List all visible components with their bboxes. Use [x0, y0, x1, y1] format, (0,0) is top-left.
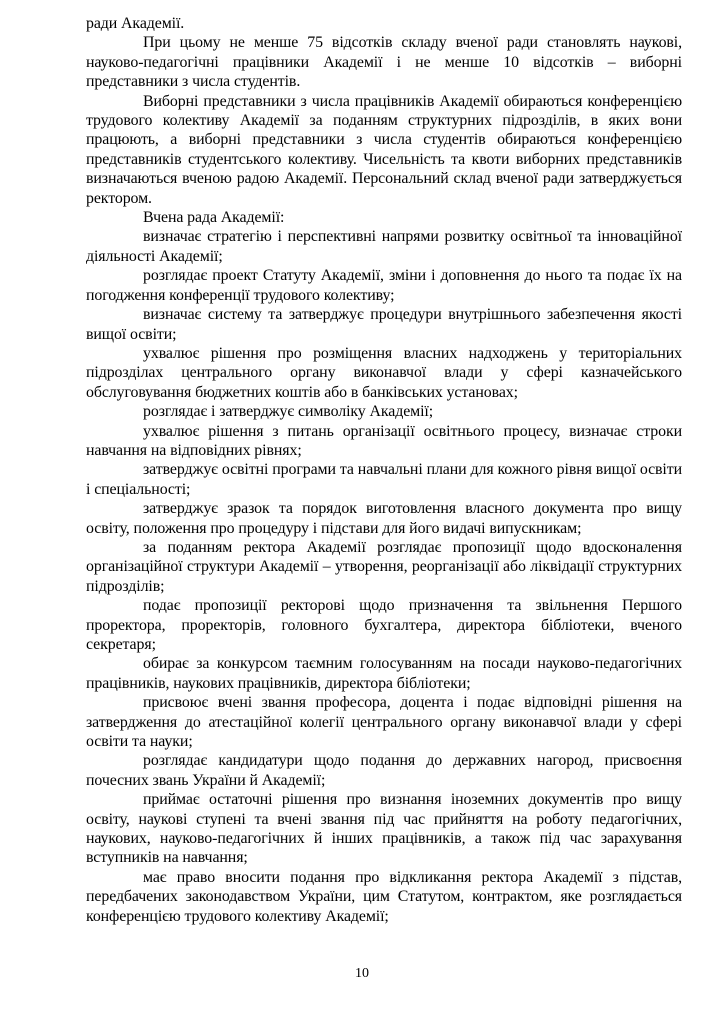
paragraph-council-intro: Вчена рада Академії:	[143, 209, 285, 227]
list-item: за поданням ректора Академії розглядає пропозиції щодо вдосконалення організаційної структури Академії – утворення, реорганізації або ліквідації структурних підрозділів;	[86, 538, 682, 595]
list-item: ухвалює рішення про розміщення власних надходжень у територіальних підрозділах центрального органу виконавчої влади у сфері казначейського обслуговування бюджетних коштів або в банківських установах;	[86, 344, 682, 401]
list-item: визначає систему та затверджує процедури внутрішнього забезпечення якості вищої освіти;	[86, 306, 682, 343]
paragraph-council-composition: При цьому не менше 75 відсотків складу вченої ради становлять наукові, науково-педагогічні працівники Академії і не менше 10 відсотків – виборні представники з числа студентів.	[86, 34, 682, 91]
paragraph-elected-representatives: Виборні представники з числа працівників Академії обираються конференцією трудового колективу Академії за поданням структурних підрозділів, в яких вони працюють, а виборні представники з числа студентів обираються конференцією представників студентського колективу. Чисельність та квоти виборних представників визначаються вченою радою Академії. Персональний склад вченої ради затверджується ректором.	[86, 92, 682, 207]
list-item: визначає стратегію і перспективні напрями розвитку освітньої та інноваційної діяльності Академії;	[86, 228, 682, 265]
paragraph-continuation: ради Академії.	[86, 15, 185, 32]
list-item: має право вносити подання про відкликання ректора Академії з підстав, передбачених законодавством України, цим Статутом, контрактом, яке розглядається конференцією трудового колективу Академії;	[86, 868, 682, 925]
list-item: розглядає кандидатури щодо подання до державних нагород, присвоєння почесних звань України й Академії;	[86, 752, 682, 789]
list-item: затверджує освітні програми та навчальні плани для кожного рівня вищої освіти і спеціальності;	[86, 461, 682, 498]
page-number: 10	[355, 966, 369, 981]
list-item: приймає остаточні рішення про визнання іноземних документів про вищу освіту, наукові ступені та вчені звання під час прийняття на роботу педагогічних, наукових, науково-педагогічних й інших працівників, а також під час зарахування вступників на навчання;	[86, 791, 682, 867]
list-item: розглядає і затверджує символіку Академії;	[143, 403, 434, 421]
list-item: присвоює вчені звання професора, доцента і подає відповідні рішення на затвердження до атестаційної колегії центрального органу виконавчої влади у сфері освіти та науки;	[86, 694, 682, 751]
list-item: ухвалює рішення з питань організації освітнього процесу, визначає строки навчання на відповідних рівнях;	[86, 422, 682, 459]
list-item: обирає за конкурсом таємним голосуванням на посади науково-педагогічних працівників, наукових працівників, директора бібліотеки;	[86, 655, 682, 692]
list-item: затверджує зразок та порядок виготовлення власного документа про вищу освіту, положення про процедуру і підстави для його видачі випускникам;	[86, 500, 682, 537]
list-item: подає пропозиції ректорові щодо призначення та звільнення Першого проректора, проректорів, головного бухгалтера, директора бібліотеки, вченого секретаря;	[86, 597, 682, 653]
list-item: розглядає проект Статуту Академії, зміни і доповнення до нього та подає їх на погодження конференції трудового колективу;	[86, 267, 682, 304]
